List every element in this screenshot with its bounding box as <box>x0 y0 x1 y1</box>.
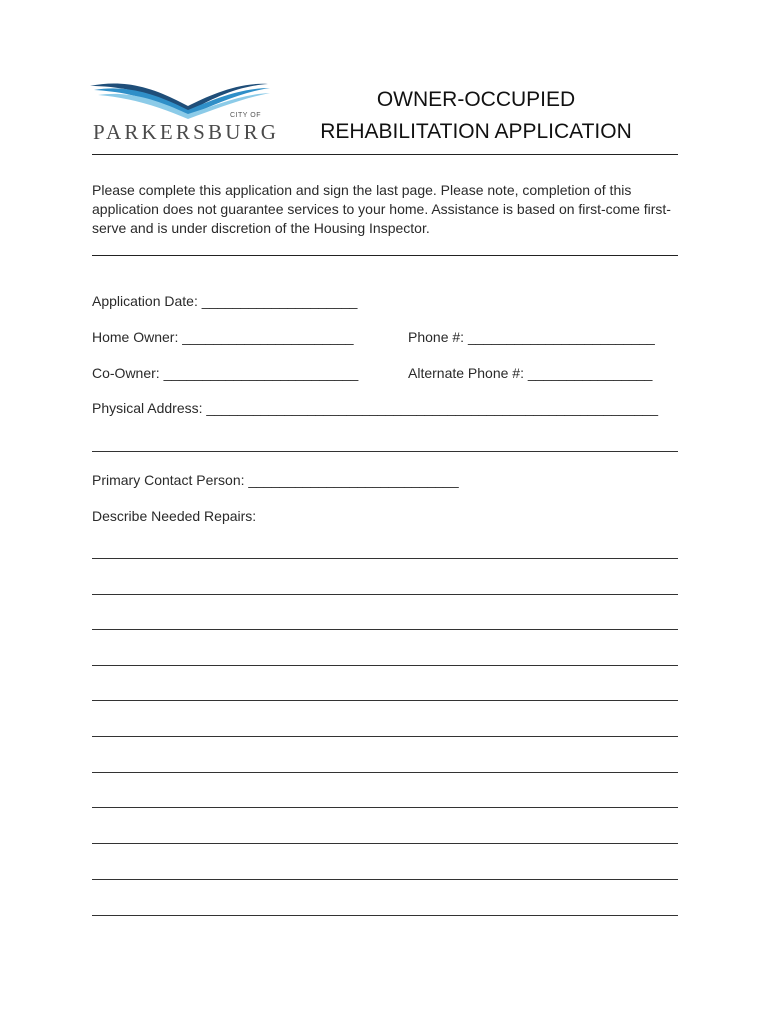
intro-paragraph: Please complete this application and sign the last page. Please note, completion of this application does not guarantee services to your home. Assistance is based on first-come first-serve and is under discretion of the Housing Inspector. <box>92 182 671 236</box>
repair-line[interactable] <box>92 558 678 559</box>
primary-contact-field[interactable]: Primary Contact Person: ___________________________ <box>92 472 459 488</box>
title-line-2: REHABILITATION APPLICATION <box>320 120 632 143</box>
address-continuation-line[interactable] <box>92 451 678 452</box>
repair-line[interactable] <box>92 736 678 737</box>
application-date-field[interactable]: Application Date: ____________________ <box>92 293 358 309</box>
city-of-label: CITY OF <box>230 112 261 119</box>
intro-divider <box>92 255 678 256</box>
alternate-phone-field[interactable]: Alternate Phone #: ________________ <box>408 365 653 381</box>
co-owner-field[interactable]: Co-Owner: _________________________ <box>92 365 359 381</box>
repair-line[interactable] <box>92 879 678 880</box>
header-divider <box>92 154 678 155</box>
page-title <box>296 84 656 148</box>
repair-line[interactable] <box>92 807 678 808</box>
repair-line[interactable] <box>92 772 678 773</box>
city-name: PARKERSBURG <box>93 120 280 144</box>
repair-line[interactable] <box>92 915 678 916</box>
repair-line[interactable] <box>92 594 678 595</box>
city-logo <box>88 76 280 146</box>
physical-address-field[interactable]: Physical Address: __________________________________________________________ <box>92 400 658 416</box>
describe-repairs-label: Describe Needed Repairs: <box>92 508 257 524</box>
repair-line[interactable] <box>92 629 678 630</box>
repair-line[interactable] <box>92 843 678 844</box>
home-owner-field[interactable]: Home Owner: ______________________ <box>92 329 354 345</box>
repair-line[interactable] <box>92 700 678 701</box>
title-line-1: OWNER-OCCUPIED <box>376 88 576 111</box>
repair-line[interactable] <box>92 665 678 666</box>
phone-field[interactable]: Phone #: ________________________ <box>408 329 655 345</box>
